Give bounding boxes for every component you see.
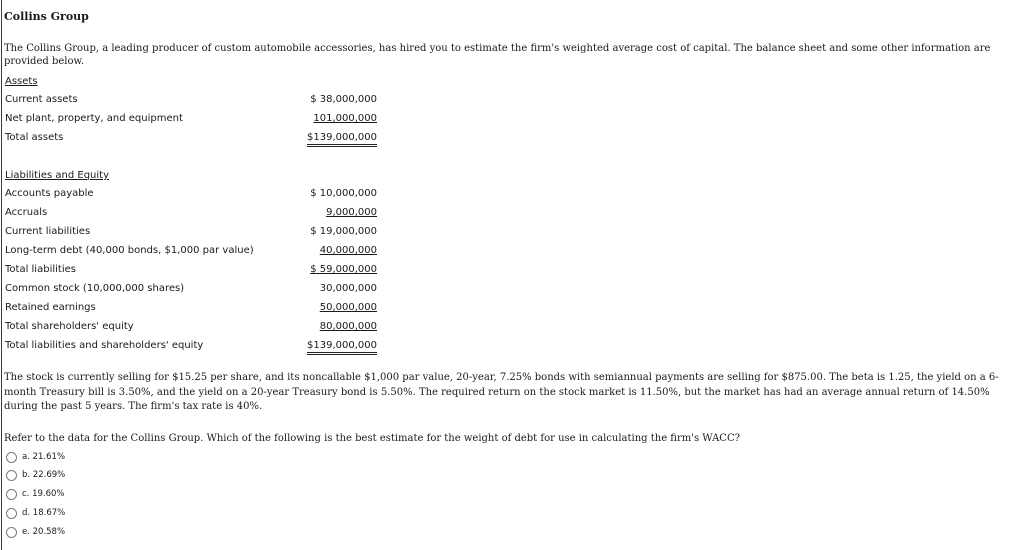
row-value: 30,000,000 — [319, 283, 377, 294]
balance-row — [5, 226, 385, 242]
row-label: Long-term debt (40,000 bonds, $1,000 par value) — [5, 245, 254, 256]
option-label[interactable]: b. 22.69% — [22, 470, 66, 480]
radio-button[interactable] — [6, 508, 17, 519]
row-label: Total assets — [5, 132, 64, 143]
radio-button[interactable] — [6, 452, 17, 463]
page-title: Collins Group — [4, 10, 89, 23]
liabilities-heading: Liabilities and Equity — [5, 170, 110, 181]
intro-text: The Collins Group, a leading producer of custom automobile accessories, has hired you to estimate the firm's weighted average cost of capital. The balance sheet and some other information are provided below. — [4, 43, 991, 67]
balance-row — [5, 113, 385, 129]
row-label: Total liabilities — [5, 264, 76, 275]
option-label[interactable]: d. 18.67% — [22, 508, 66, 518]
row-label: Net plant, property, and equipment — [5, 113, 183, 124]
row-label: Common stock (10,000,000 shares) — [5, 283, 185, 294]
row-label: Total liabilities and shareholders' equity — [5, 340, 204, 351]
option-label[interactable]: a. 21.61% — [22, 452, 66, 462]
balance-row — [5, 94, 385, 110]
row-value: $ 59,000,000 — [310, 264, 377, 275]
row-value: 80,000,000 — [319, 321, 377, 332]
row-value: 9,000,000 — [326, 207, 377, 218]
row-label: Total shareholders' equity — [5, 321, 134, 332]
row-value: $139,000,000 — [307, 132, 377, 147]
balance-row — [5, 132, 385, 148]
balance-row — [5, 340, 385, 356]
row-value: $139,000,000 — [307, 340, 377, 355]
assets-heading-row — [5, 76, 385, 92]
row-label: Retained earnings — [5, 302, 96, 313]
radio-button[interactable] — [6, 470, 17, 481]
row-value: $ 19,000,000 — [310, 226, 377, 237]
left-border — [1, 0, 2, 550]
problem-paragraph: The stock is currently selling for $15.25 per share, and its noncallable $1,000 par value, 20-year, 7.25% bonds with semiannual payments are selling for $875.00. The beta is 1.25, the yield on a 6-month Treasury bill is 3.50%, and the yield on a 20-year Treasury bond is 5.50%. The required return on the stock market is 11.50%, but the market has had an average annual return of 14.50% during the past 5 years. The firm's tax rate is 40%. — [4, 372, 999, 412]
liabilities-heading-row — [5, 170, 385, 186]
row-value: $ 10,000,000 — [310, 188, 377, 199]
question-text: Refer to the data for the Collins Group. Which of the following is the best estimate for the weight of debt for use in calculating the firm's WACC? — [4, 433, 740, 444]
balance-row — [5, 207, 385, 223]
row-value: 50,000,000 — [319, 302, 377, 313]
balance-row — [5, 188, 385, 204]
row-label: Accruals — [5, 207, 48, 218]
radio-button[interactable] — [6, 527, 17, 538]
balance-row — [5, 245, 385, 261]
balance-row — [5, 283, 385, 299]
option-label[interactable]: e. 20.58% — [22, 527, 66, 537]
row-value: 101,000,000 — [313, 113, 377, 124]
row-label: Current liabilities — [5, 226, 91, 237]
row-value: 40,000,000 — [319, 245, 377, 256]
radio-button[interactable] — [6, 489, 17, 500]
balance-row — [5, 321, 385, 337]
balance-row — [5, 264, 385, 280]
row-label: Accounts payable — [5, 188, 94, 199]
option-label[interactable]: c. 19.60% — [22, 489, 65, 499]
assets-heading: Assets — [5, 76, 38, 87]
row-value: $ 38,000,000 — [310, 94, 377, 105]
balance-row — [5, 302, 385, 318]
row-label: Current assets — [5, 94, 78, 105]
